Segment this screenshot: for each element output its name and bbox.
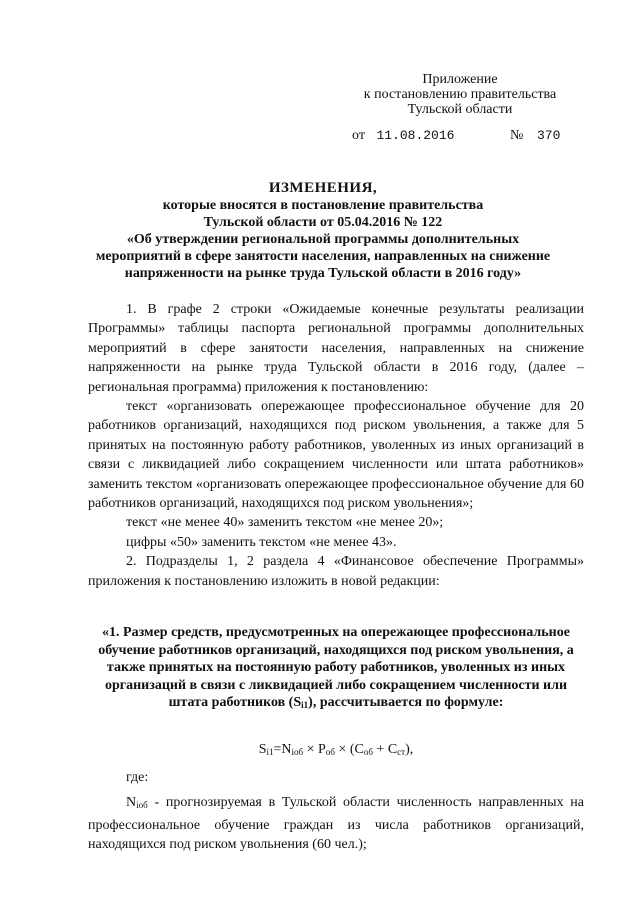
definition-symbol-sub: iоб [136, 800, 148, 810]
definition-block [88, 793, 584, 855]
title-main: ИЗМЕНЕНИЯ, [268, 180, 378, 196]
resolution-date: 11.08.2016 [376, 128, 455, 143]
title-line-2: которые вносятся в постановление правительства [162, 198, 484, 213]
appendix-line-2: к постановлению правительства [363, 87, 557, 102]
formula [88, 742, 584, 758]
formula-n-sub: iоб [291, 747, 304, 757]
appendix-line-1: Приложение [422, 72, 498, 87]
document-body [88, 300, 584, 591]
formula-s-sub: i1 [266, 747, 274, 757]
formula-p: × P [303, 742, 326, 757]
from-label: от [352, 128, 365, 143]
title-line-3: Тульской области от 05.04.2016 № 122 [203, 215, 443, 230]
resolution-date-number [352, 128, 592, 144]
where-label: где: [126, 770, 149, 785]
formula-c1: × (C [334, 742, 364, 757]
resolution-number: 370 [537, 128, 561, 143]
section-heading-text: «1. Размер средств, предусмотренных на опережающее профессиональное обучение работников организаций, находящихся под риском увольнения, а также принятых на постоянную работу работников, уволенных из иных организаций в связи с ликвидацией либо сокращением численности или штата работников (S [98, 625, 574, 711]
paragraph-5: 2. Подразделы 1, 2 раздела 4 «Финансовое обеспечение Программы» приложения к постановлению изложить в новой редакции: [88, 554, 584, 589]
paragraph-1: 1. В графе 2 строки «Ожидаемые конечные результаты реализации Программы» таблицы паспорта региональной программы дополнительных мероприятий в сфере занятости населения, направленных на снижение напряженности на рынке труда Тульской области в 2016 году, (далее – региональная программа) приложения к постановлению: [88, 302, 584, 395]
paragraph-4: цифры «50» заменить текстом «не менее 43». [126, 534, 397, 550]
formula-c1-sub: об [363, 747, 373, 757]
definition-n [88, 793, 584, 855]
definition-text: - прогнозируемая в Тульской области численность направленных на профессиональное обучение граждан из числа работников организаций, находящихся под риском увольнения (60 чел.); [88, 795, 584, 853]
number-label: № [510, 128, 524, 143]
section-heading [88, 624, 584, 715]
formula-p-sub: об [325, 747, 335, 757]
definition-symbol: N [126, 795, 137, 810]
formula-n: =N [273, 742, 292, 757]
title-line-4: «Об утверждении региональной программы дополнительных мероприятий в сфере занятости населения, направленных на снижение напряженности на рынке труда Тульской области в 2016 году» [95, 232, 551, 281]
formula-close: ), [405, 742, 414, 757]
document-title [88, 180, 558, 282]
appendix-line-3: Тульской области [407, 102, 513, 117]
formula-c2-sub: ст [397, 747, 406, 757]
paragraph-2: текст «организовать опережающее профессиональное обучение для 20 работников организаций, находящихся под риском увольнения, а также для 5 принятых на постоянную работу работников, уволенных из иных организаций в связи с ликвидацией либо сокращением численности или штата работников» заменить текстом «организовать опережающее профессиональное обучение для 60 работников организаций, находящихся под риском увольнения»; [88, 399, 584, 512]
formula-c2: + C [372, 742, 398, 757]
section-heading-end: ), рассчитывается по формуле: [308, 695, 504, 711]
paragraph-3: текст «не менее 40» заменить текстом «не менее 20»; [126, 515, 444, 531]
formula-s: S [258, 742, 267, 757]
section-heading-sub: i1 [301, 700, 309, 711]
appendix-header [340, 72, 580, 117]
